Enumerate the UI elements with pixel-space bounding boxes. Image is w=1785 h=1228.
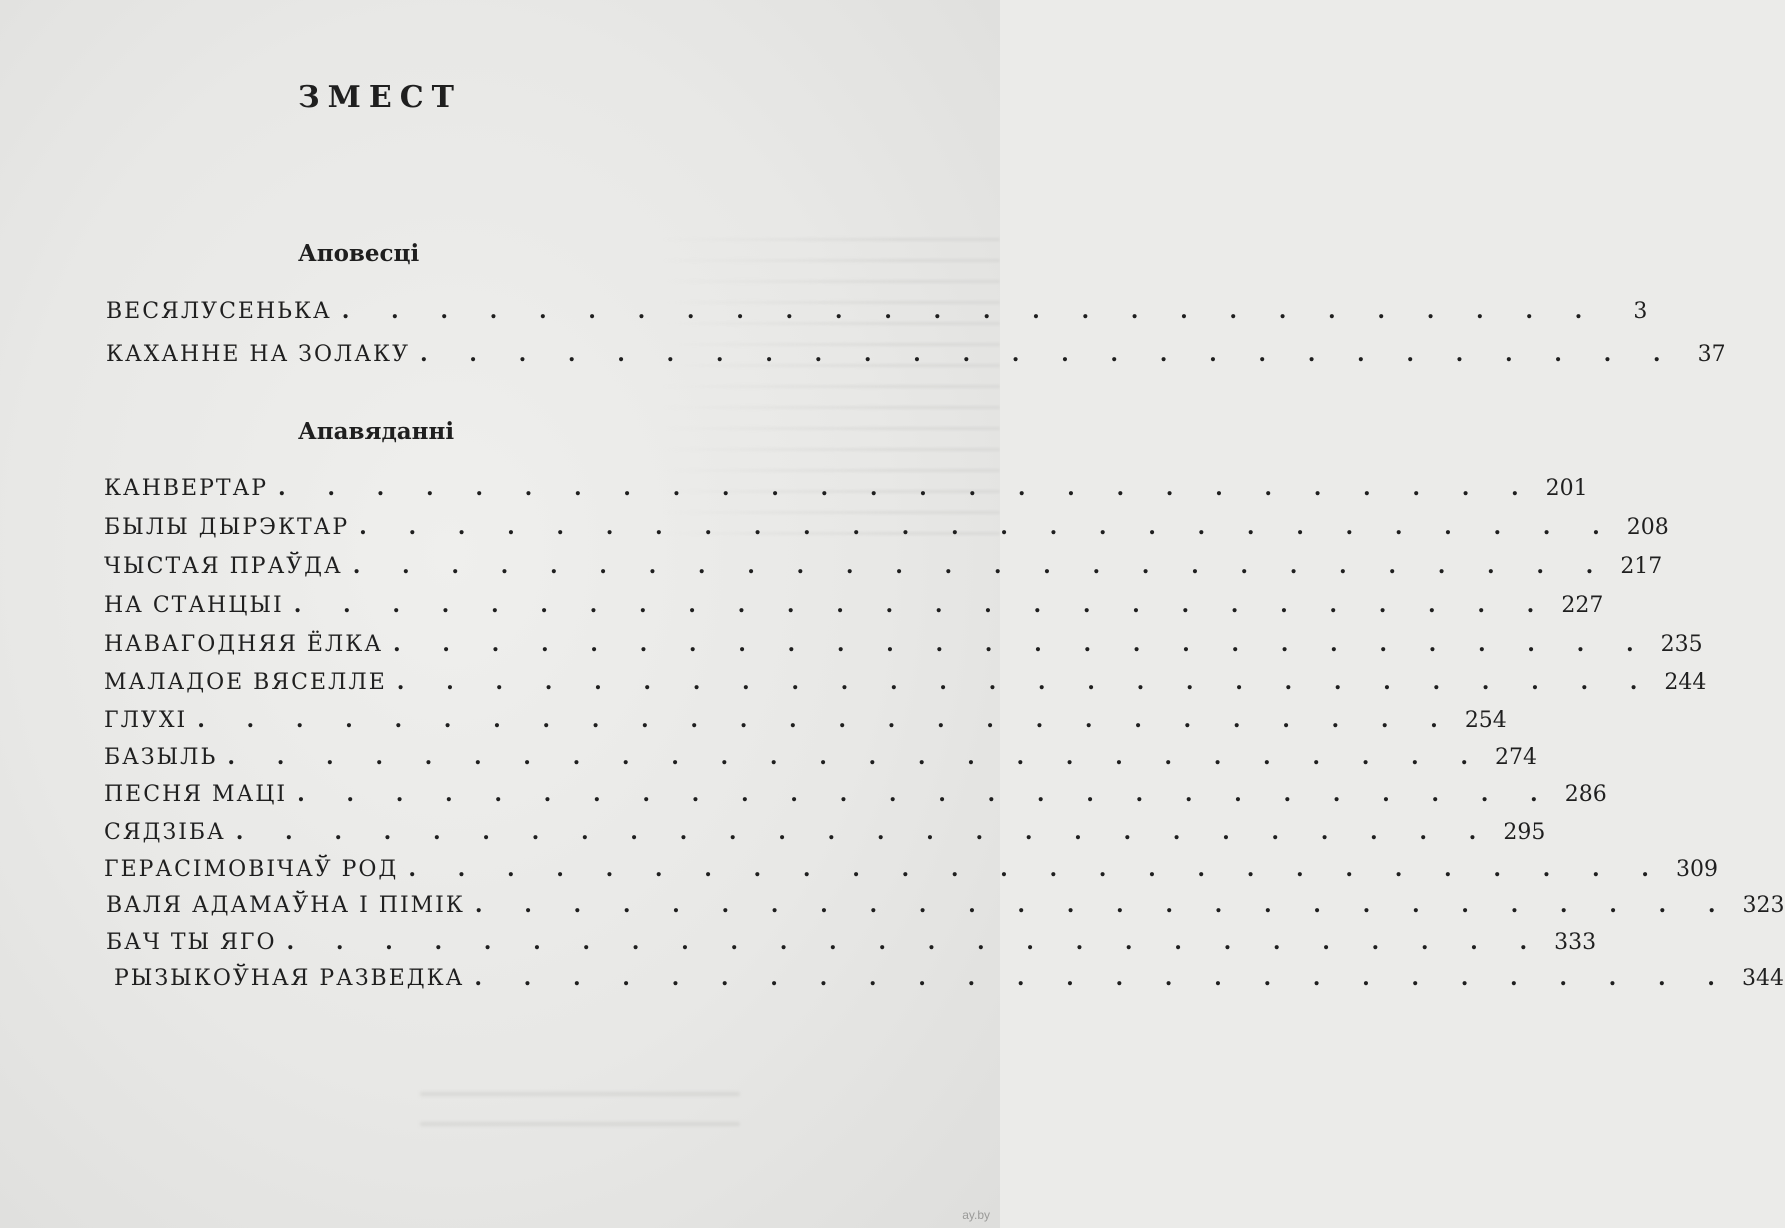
toc-entry-page: 323 (1742, 893, 1785, 918)
toc-entry-page: 274 (1495, 745, 1537, 770)
toc-entry[interactable] (104, 514, 1669, 544)
toc-entry-title: ПЕСНЯ МАЦІ (104, 782, 288, 807)
toc-entry[interactable] (106, 341, 1726, 371)
toc-entry-title: ЧЫСТАЯ ПРАЎДА (104, 554, 343, 579)
toc-entry[interactable] (104, 592, 1604, 622)
dot-leader: . . . . . . . . . . . . . . . . . . . . . . . . . . (278, 475, 1536, 501)
dot-leader: . . . . . . . . . . . . . . . . . . . . . . . . . . (235, 819, 1494, 845)
dot-leader: . . . . . . . . . . . . . . . . . . . . . . . . . . (392, 631, 1651, 657)
dot-leader: . . . . . . . . . . . . . . . . . . . . . . . . . . (227, 744, 1485, 770)
dot-leader: . . . . . . . . . . . . . . . . . . . . . . . . . . (359, 514, 1617, 540)
toc-entry-page: 333 (1554, 930, 1597, 955)
toc-entry-page: 235 (1660, 632, 1703, 657)
dot-leader: . . . . . . . . . . . . . . . . . . . . . . . . . . (297, 781, 1555, 807)
dot-leader: . . . . . . . . . . . . . . . . . . . . . . . . . . (286, 929, 1545, 955)
toc-entry-title: БАЗЫЛЬ (104, 745, 218, 770)
dot-leader: . . . . . . . . . . . . . . . . . . . . . . . . . . (474, 965, 1732, 991)
toc-entry-page: 37 (1697, 342, 1726, 367)
toc-entry-page: 254 (1464, 708, 1507, 733)
toc-entry-page: 286 (1564, 782, 1607, 807)
toc-entry-title: НА СТАНЦЫІ (104, 593, 284, 618)
toc-entry-title: МАЛАДОЕ ВЯСЕЛЛЕ (104, 670, 387, 695)
toc-entry-title: НАВАГОДНЯЯ ЁЛКА (104, 632, 383, 657)
toc-entry[interactable] (104, 744, 1537, 774)
toc-entry-page: 295 (1503, 820, 1546, 845)
toc-entry-page: 309 (1675, 857, 1718, 882)
dot-leader: . . . . . . . . . . . . . . . . . . . . . . . . . . (352, 553, 1611, 579)
dot-leader: . . . . . . . . . . . . . . . . . . . . . . . . . . (419, 341, 1678, 367)
toc-entry[interactable] (104, 819, 1546, 849)
toc-entry-page: 3 (1633, 299, 1648, 324)
dot-leader: . . . . . . . . . . . . . . . . . . . . . . . . . . (408, 856, 1666, 882)
toc-entry-page: 208 (1626, 515, 1669, 540)
toc-entry-title: БАЧ ТЫ ЯГО (106, 930, 277, 955)
toc-entry-title: КАХАННЕ НА ЗОЛАКУ (106, 342, 410, 367)
toc-entry-title: ГЛУХІ (104, 708, 188, 733)
section-heading-stories: Аповесці (298, 240, 420, 267)
toc-entry-title: РЫЗЫКОЎНАЯ РАЗВЕДКА (114, 966, 465, 991)
toc-entry-page: 227 (1561, 593, 1604, 618)
toc-entry-page: 217 (1620, 554, 1663, 579)
dot-leader: . . . . . . . . . . . . . . . . . . . . . . . . . . (474, 892, 1733, 918)
toc-entry-title: ВЕСЯЛУСЕНЬКА (106, 299, 332, 324)
toc-entry[interactable] (106, 892, 1785, 922)
toc-entry[interactable] (106, 298, 1648, 328)
toc-entry-page: 244 (1664, 670, 1707, 695)
toc-entry[interactable] (104, 856, 1718, 886)
toc-entry[interactable] (106, 929, 1597, 959)
toc-entry[interactable] (104, 707, 1507, 737)
dot-leader: . . . . . . . . . . . . . . . . . . . . . . . . . . (197, 707, 1455, 733)
toc-entry[interactable] (104, 669, 1707, 699)
toc-entry-page: 344 (1741, 966, 1784, 991)
toc-entry[interactable] (104, 475, 1588, 505)
toc-entry[interactable] (104, 553, 1663, 583)
dot-leader: . . . . . . . . . . . . . . . . . . . . . . . . . . (293, 592, 1552, 618)
watermark: ay.by (962, 1208, 990, 1222)
toc-entry[interactable] (104, 631, 1703, 661)
page-title: ЗМЕСТ (298, 80, 462, 115)
section-heading-short-stories: Апавяданні (298, 418, 455, 445)
dot-leader: . . . . . . . . . . . . . . . . . . . . . . . . . . (341, 298, 1600, 324)
toc-entry-title: ГЕРАСІМОВІЧАЎ РОД (104, 857, 399, 882)
toc-entry[interactable] (114, 965, 1784, 995)
dot-leader: . . . . . . . . . . . . . . . . . . . . . . . . . . (396, 669, 1655, 695)
toc-entry-title: КАНВЕРТАР (104, 476, 269, 501)
toc-entry-title: СЯДЗІБА (104, 820, 226, 845)
toc-entry[interactable] (104, 781, 1607, 811)
toc-entry-title: ВАЛЯ АДАМАЎНА І ПІМІК (106, 893, 465, 918)
toc-entry-page: 201 (1545, 476, 1588, 501)
toc-entry-title: БЫЛЫ ДЫРЭКТАР (104, 515, 350, 540)
